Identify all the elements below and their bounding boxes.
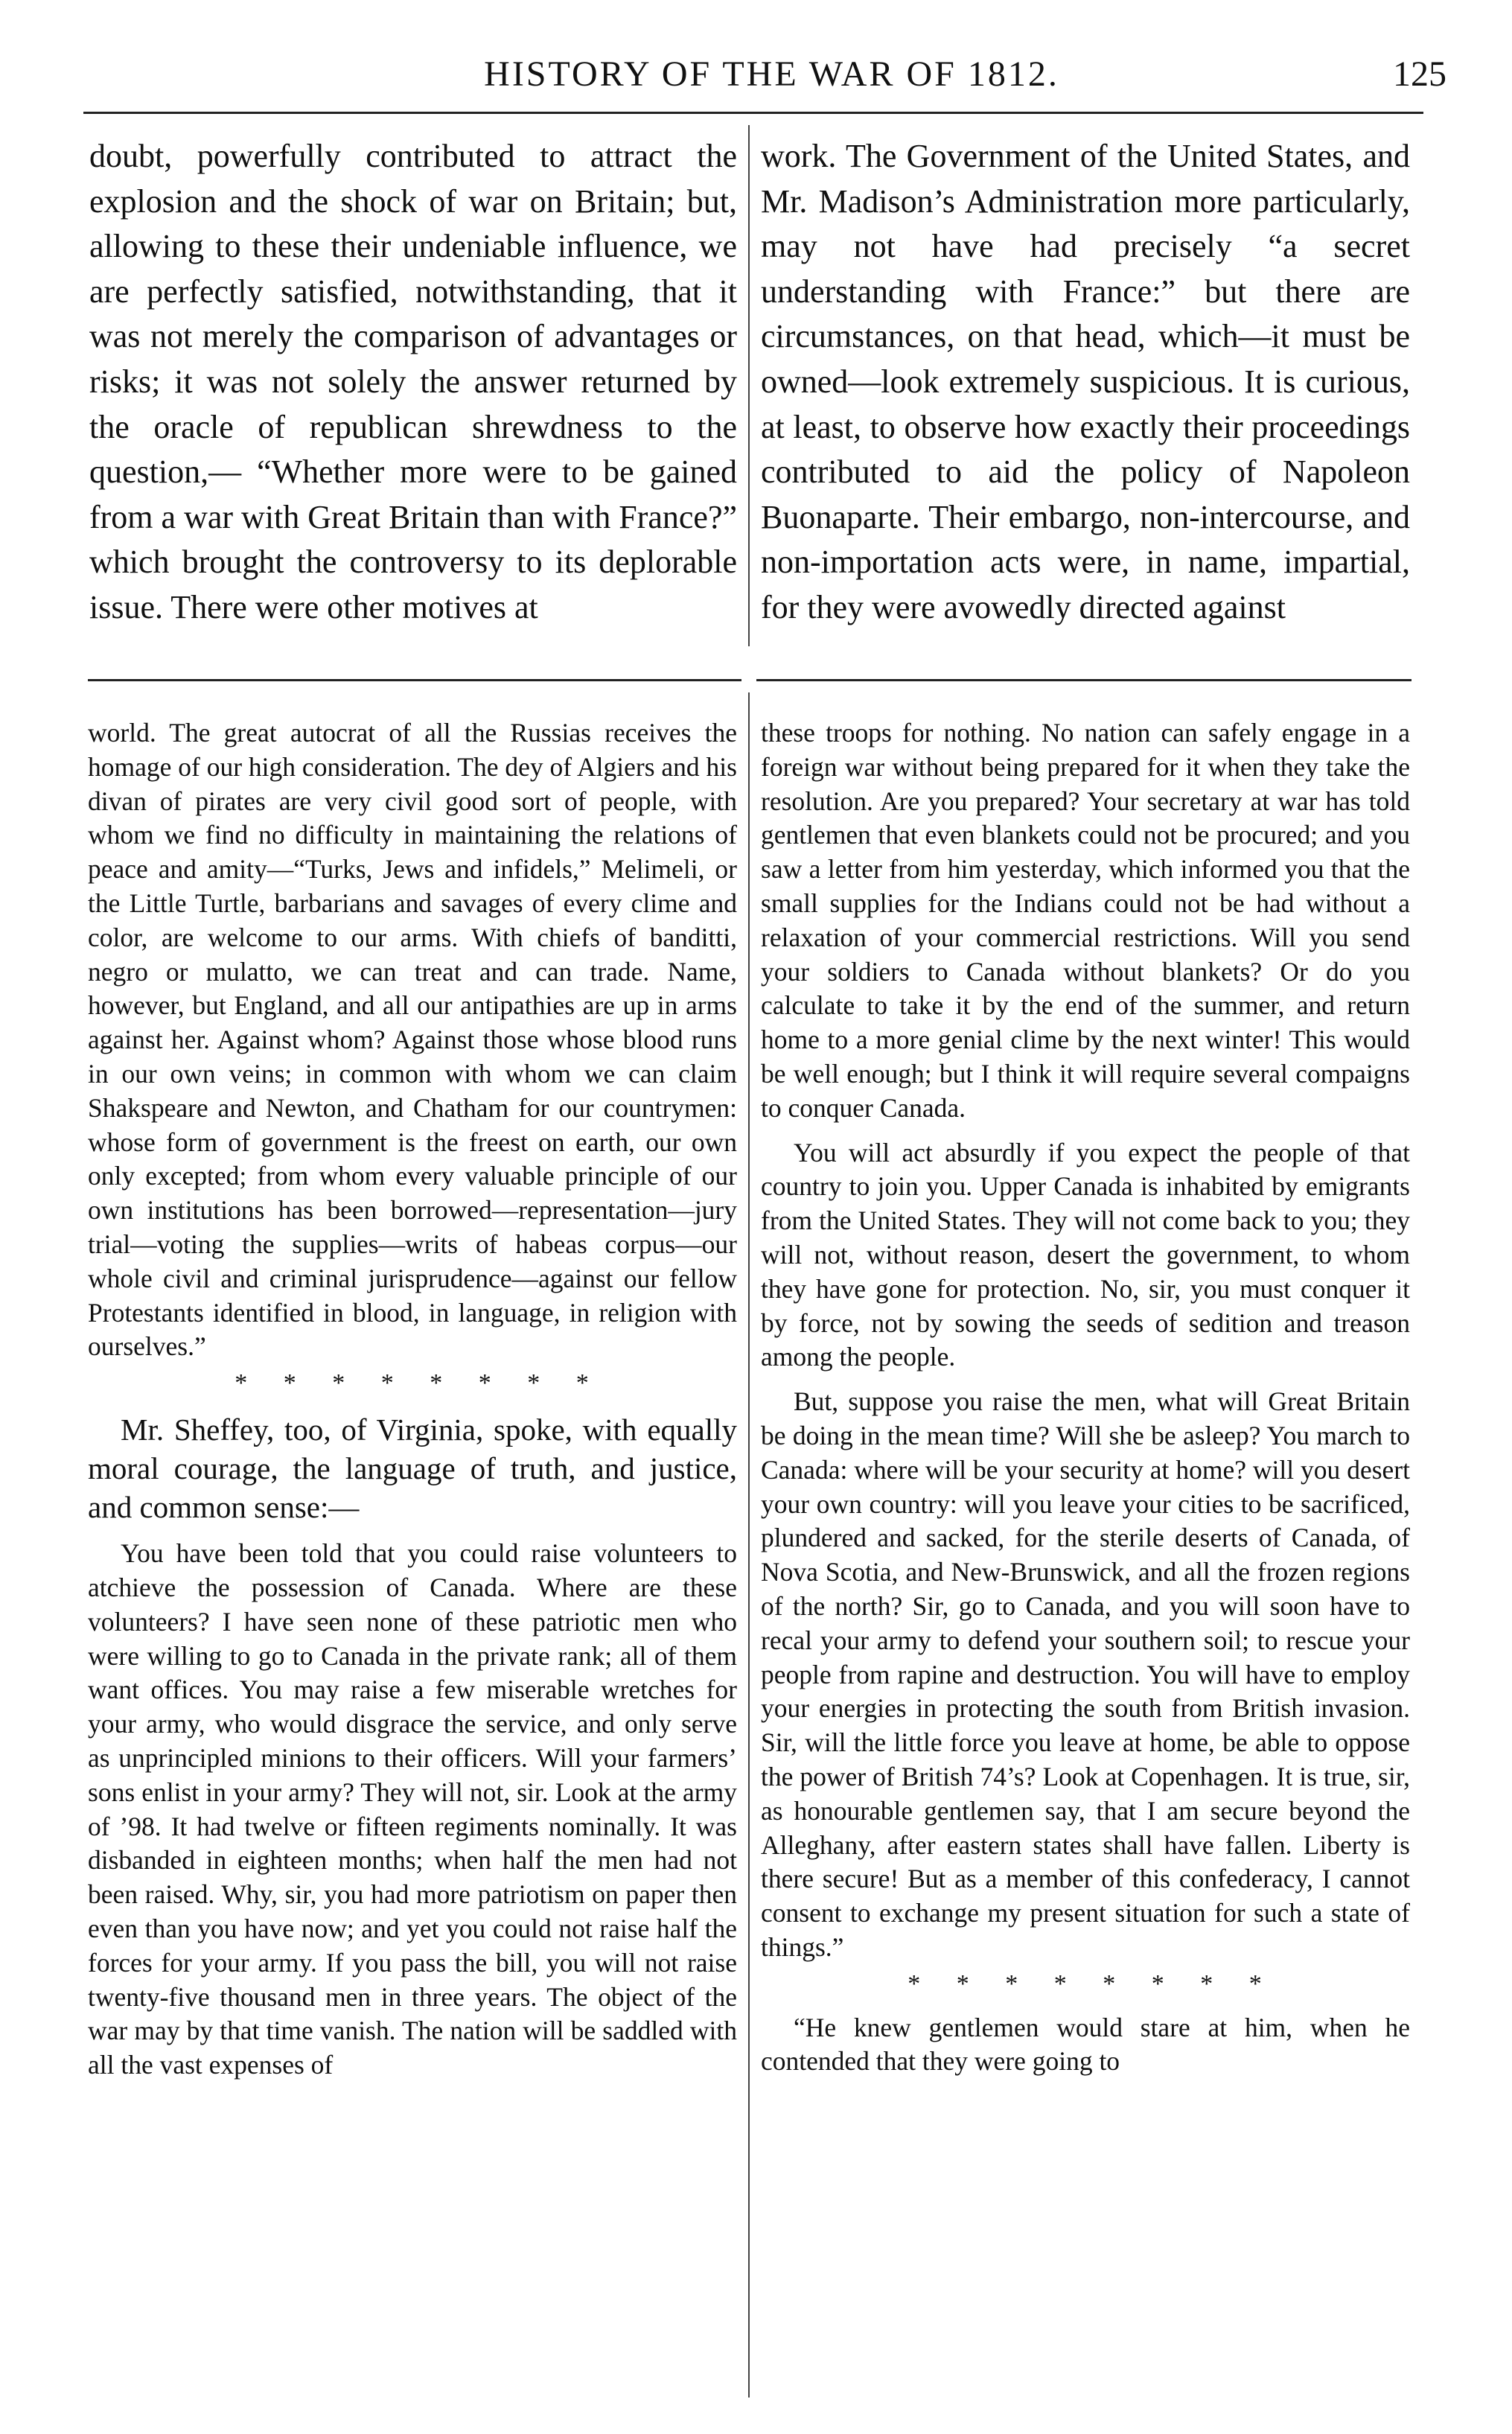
lower-right-paragraph-4: “He knew gentlemen would stare at him, when he contended that they were going to: [761, 2012, 1410, 2077]
lower-right-paragraph-1: these troops for nothing. No nation can safely engage in a foreign war without being prepared for it when they take the resolution. Are you prepared? Your secretary at war has told gentlemen that even blankets could not be procured; and you saw a letter from him yesterday, which informed you that the small supplies for the Indians could not be had without a relaxation of your commercial restrictions. Will you send your soldiers to Canada without blankets? Or do you calculate to take it by the end of the summer, and return home to a more genial clime by the next winter! This would be well enough; but I think it will require several compaigns to conquer Canada.: [761, 718, 1410, 1123]
column-divider-upper: [748, 125, 750, 646]
page-number: 125: [1393, 54, 1446, 94]
lower-left-paragraph-2: Mr. Sheffey, too, of Virginia, spoke, with equally moral courage, the language of truth, and justice, and common sense:—: [88, 1412, 737, 1525]
asterisk-separator-left: * * * * * * * *: [235, 1369, 590, 1398]
header-rule: [83, 112, 1423, 114]
lower-right-paragraph-3: But, suppose you raise the men, what will Great Britain be doing in the mean time? Will she be asleep? You march to Canada: where will be your security at home? will you desert your own country: will you leave your cities to be sacrificed, plundered and sacked, for the sterile deserts of Canada, of Nova Scotia, and New-Brunswick, and all the frozen regions of the north? Sir, go to Canada, and you will soon have to recal your army to defend your southern soil; to rescue your people from rapine and destruction. You will have to employ your energies in protecting the south from British invasion. Sir, will the little force you leave at home, be able to oppose the power of British 74’s? Look at Copenhagen. It is true, sir, as honourable gentlemen say, that I am secure beyond the Alleghany, after eastern states shall have fallen. Liberty is there secure! But as a member of this confederacy, I cannot consent to exchange my present situation for such a state of things.”: [761, 1386, 1410, 1962]
lower-right-paragraph-2: You will act absurdly if you expect the people of that country to join you. Upper Canada is inhabited by emigrants from the United States. They will not come back to you; they will not, without reason, desert the government, to whom they have gone for protection. No, sir, you must conquer it by force, not by sowing the seeds of sedition and treason among the people.: [761, 1137, 1410, 1372]
running-head: [97, 54, 1446, 106]
upper-left-paragraph: doubt, powerfully contributed to attract the explosion and the shock of war on Britain; but, allowing to these their undeniable influence, we are perfectly satisfied, notwithstanding, that it was not merely the comparison of advantages or risks; it was not solely the answer returned by the oracle of republican shrewdness to the question,— “Whether more were to be gained from a war with Great Britain than with France?” which brought the controversy to its deplorable issue. There were other motives at: [89, 138, 737, 625]
upper-right-column: [761, 134, 1410, 633]
lower-right-column: [761, 716, 1410, 2384]
section-rule-left: [88, 679, 741, 681]
section-rule-right: [756, 679, 1411, 681]
upper-left-column: [89, 134, 737, 633]
asterisk-separator-right: * * * * * * * *: [907, 1969, 1263, 1998]
lower-left-paragraph-3: You have been told that you could raise volunteers to atchieve the possession of Canada. Where are these volunteers? I have seen none of these patriotic men who were willing to go to Canada in the private rank; all of them want offices. You may raise a few miserable wretches for your army, who would disgrace the service, and only serve as unprincipled minions to their officers. Will your farmers’ sons enlist in your army? They will not, sir. Look at the army of ’98. It had twelve or fifteen regiments nominally. It was disbanded in eighteen months; when half the men had not been raised. Why, sir, you had more patriotism on paper then even than you have now; and yet you could not raise half the forces for your army. If you pass the bill, you will not raise twenty-five thousand men in three years. The object of the war may by that time vanish. The nation will be saddled with all the vast expenses of: [88, 1538, 737, 2080]
lower-left-paragraph-1: world. The great autocrat of all the Russias receives the homage of our high consideration. The dey of Algiers and his divan of pirates are very civil good sort of people, with whom we find no difficulty in maintaining the relations of peace and amity—“Turks, Jews and infidels,” Melimeli, or the Little Turtle, barbarians and savages of every clime and color, are welcome to our arms. With chiefs of banditti, negro or mulatto, we can treat and can trade. Name, however, but England, and all our antipathies are up in arms against her. Against whom? Against those whose blood runs in our own veins; in common with whom we can claim Shakspeare and Newton, and Chatham for our countrymen: whose form of government is the freest on earth, our own only excepted; from whom every valuable principle of our own institutions has been borrowed—representation—jury trial—voting the supplies—writs of habeas corpus—our whole civil and criminal jurisprudence—against our fellow Protestants identified in blood, in language, in religion with ourselves.”: [88, 718, 737, 1362]
column-divider-lower: [748, 692, 750, 2398]
running-title: HISTORY OF THE WAR OF 1812.: [484, 54, 1059, 94]
upper-right-paragraph: work. The Government of the United States, and Mr. Madison’s Administration more particularly, may not have had precisely “a secret understanding with France:” but there are circumstances, on that head, which—it must be owned—look extremely suspicious. It is curious, at least, to observe how exactly their proceedings contributed to aid the policy of Napoleon Buonaparte. Their embargo, non-intercourse, and non-importation acts were, in name, impartial, for they were avowedly directed against: [761, 138, 1410, 625]
lower-left-column: [88, 716, 737, 2384]
